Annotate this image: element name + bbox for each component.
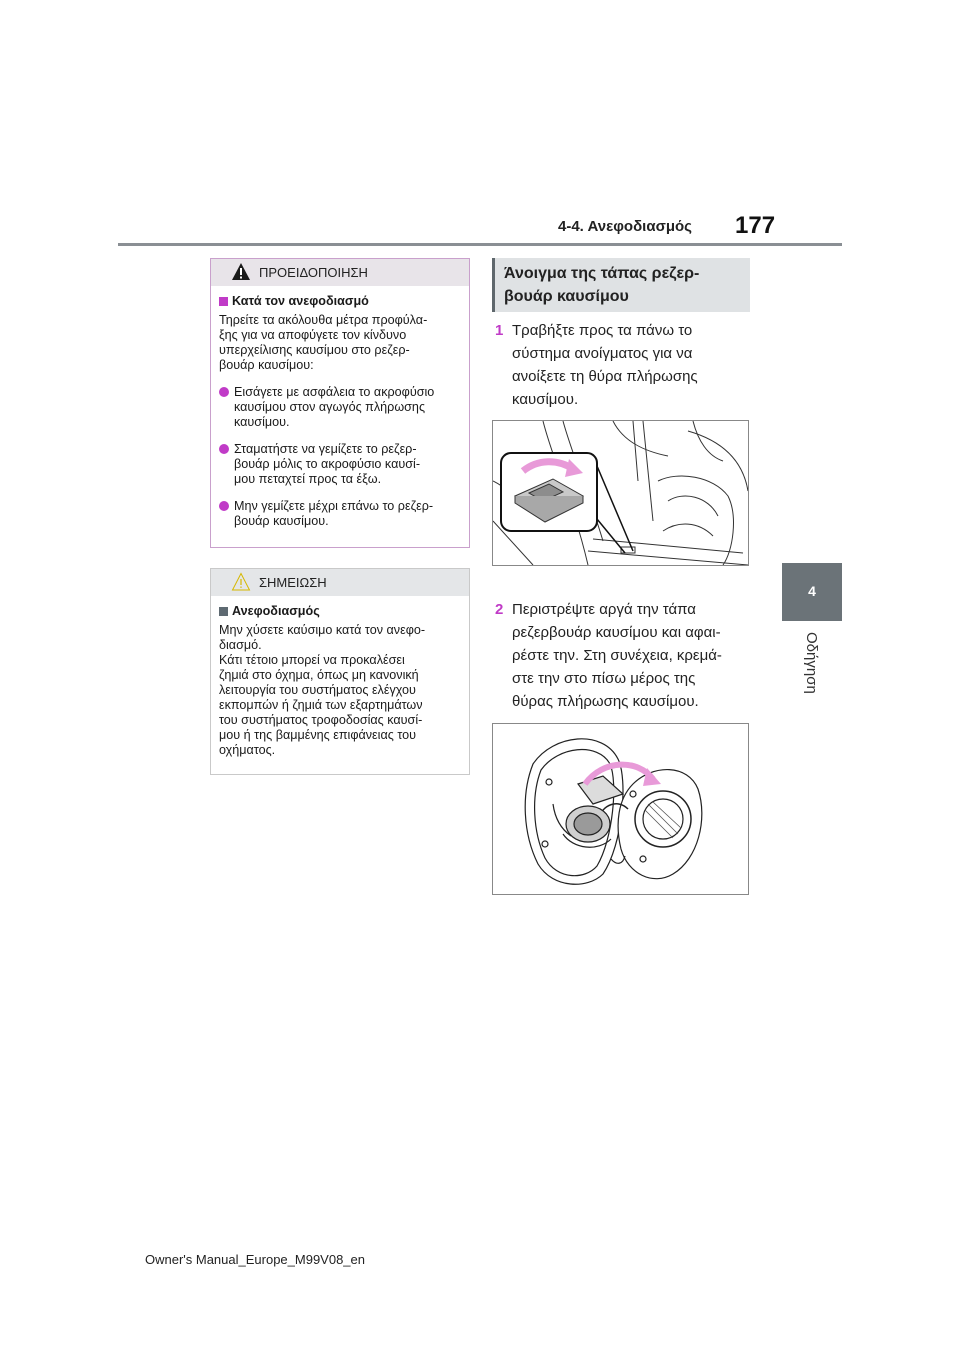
warning-intro-line: βουάρ καυσίμου: — [219, 358, 314, 372]
bullet-line: καυσίμου. — [234, 415, 290, 429]
warning-triangle-icon — [231, 262, 251, 282]
note-subheading — [219, 604, 461, 619]
warning-header — [211, 259, 469, 286]
bullet-line: μου πεταχτεί προς τα έξω. — [234, 472, 382, 486]
chapter-label-text: Οδήγηση — [803, 632, 820, 694]
warning-intro — [219, 313, 461, 373]
step-number: 1 — [495, 322, 504, 339]
note-header — [211, 569, 469, 596]
note-subheading-text: Ανεφοδιασμός — [232, 604, 320, 618]
note-line: Μην χύσετε καύσιμο κατά τον ανεφο- — [219, 623, 426, 637]
step-line: Περιστρέψτε αργά την τάπα — [512, 601, 696, 618]
header-rule — [118, 243, 842, 246]
step-line: στε την στο πίσω μέρος της — [512, 670, 696, 687]
warning-intro-line: υπερχείλισης καυσίμου στο ρεζερ- — [219, 343, 410, 357]
note-line: εκπομπών ή ζημιά των εξαρτημάτων — [219, 698, 423, 712]
section-heading — [492, 258, 750, 312]
note-body — [211, 596, 469, 758]
note-box — [210, 568, 470, 775]
step-line: καυσίμου. — [512, 391, 579, 408]
section-heading-line: βουάρ καυσίμου — [504, 288, 629, 305]
note-line: ζημιά στο όχημα, όπως μη κανονική — [219, 668, 419, 682]
note-title: ΣΗΜΕΙΩΣΗ — [259, 575, 327, 590]
bullet-dot-icon — [219, 444, 229, 454]
section-heading-bar — [492, 258, 495, 312]
page-number: 177 — [735, 212, 776, 239]
fuel-cap-drawing — [493, 724, 748, 894]
bullet-dot-icon — [219, 387, 229, 397]
warning-title: ΠΡΟΕΙΔΟΠΟΙΗΣΗ — [259, 265, 368, 280]
footer — [0, 1252, 960, 1267]
step-line: θύρας πλήρωσης καυσίμου. — [512, 693, 699, 710]
bullet-dot-icon — [219, 501, 229, 511]
note-text — [219, 623, 461, 758]
note-line: λειτουργία του συστήματος ελέγχου — [219, 683, 416, 697]
warning-bullet — [219, 499, 461, 529]
section-title: 4-4. Ανεφοδιασμός — [558, 218, 692, 235]
step-line: ανοίξετε τη θύρα πλήρωσης — [512, 368, 698, 385]
footer-text: Owner's Manual_Europe_M99V08_en — [144, 1252, 365, 1267]
square-bullet-icon — [219, 297, 228, 306]
step-line: Τραβήξτε προς τα πάνω το — [512, 322, 693, 339]
fuel-opener-drawing — [493, 421, 748, 565]
warning-intro-line: ξης για να αποφύγετε τον κίνδυνο — [219, 328, 407, 342]
square-bullet-icon — [219, 607, 228, 616]
step-line: σύστημα ανοίγματος για να — [512, 345, 693, 362]
step-2 — [495, 598, 751, 713]
bullet-line: καυσίμου στον αγωγός πλήρωσης — [234, 400, 426, 414]
section-heading-text — [504, 262, 744, 308]
warning-body — [211, 286, 469, 529]
warning-subheading — [219, 294, 461, 309]
fuel-door-opener-illustration — [492, 420, 749, 566]
caution-triangle-icon — [231, 572, 251, 592]
note-line: οχήματος. — [219, 743, 276, 757]
bullet-line: Εισάγετε με ασφάλεια το ακροφύσιο — [234, 385, 435, 399]
chapter-label — [783, 632, 843, 702]
bullet-line: βουάρ μόλις το ακροφύσιο καυσί- — [234, 457, 421, 471]
note-line: του συστήματος τροφοδοσίας καυσί- — [219, 713, 423, 727]
bullet-line: Σταματήστε να γεμίζετε το ρεζερ- — [234, 442, 417, 456]
warning-box — [210, 258, 470, 548]
chapter-number: 4 — [808, 583, 816, 599]
note-line: διασμό. — [219, 638, 262, 652]
note-line: μου ή της βαμμένης επιφάνειας του — [219, 728, 417, 742]
step-number: 2 — [495, 601, 504, 618]
chapter-tab — [782, 563, 842, 621]
warning-bullet — [219, 385, 461, 430]
warning-intro-line: Τηρείτε τα ακόλουθα μέτρα προφύλα- — [219, 313, 428, 327]
step-line: ρεζερβουάρ καυσίμου και αφαι- — [512, 624, 721, 641]
fuel-cap-illustration — [492, 723, 749, 895]
section-heading-line: Άνοιγμα της τάπας ρεζερ- — [504, 265, 700, 282]
warning-subheading-text: Κατά τον ανεφοδιασμό — [232, 294, 369, 308]
step-1 — [495, 319, 751, 411]
step-line: ρέστε την. Στη συνέχεια, κρεμά- — [512, 647, 722, 664]
bullet-line: Μην γεμίζετε μέχρι επάνω το ρεζερ- — [234, 499, 434, 513]
note-line: Κάτι τέτοιο μπορεί να προκαλέσει — [219, 653, 405, 667]
warning-bullet — [219, 442, 461, 487]
bullet-line: βουάρ καυσίμου. — [234, 514, 329, 528]
